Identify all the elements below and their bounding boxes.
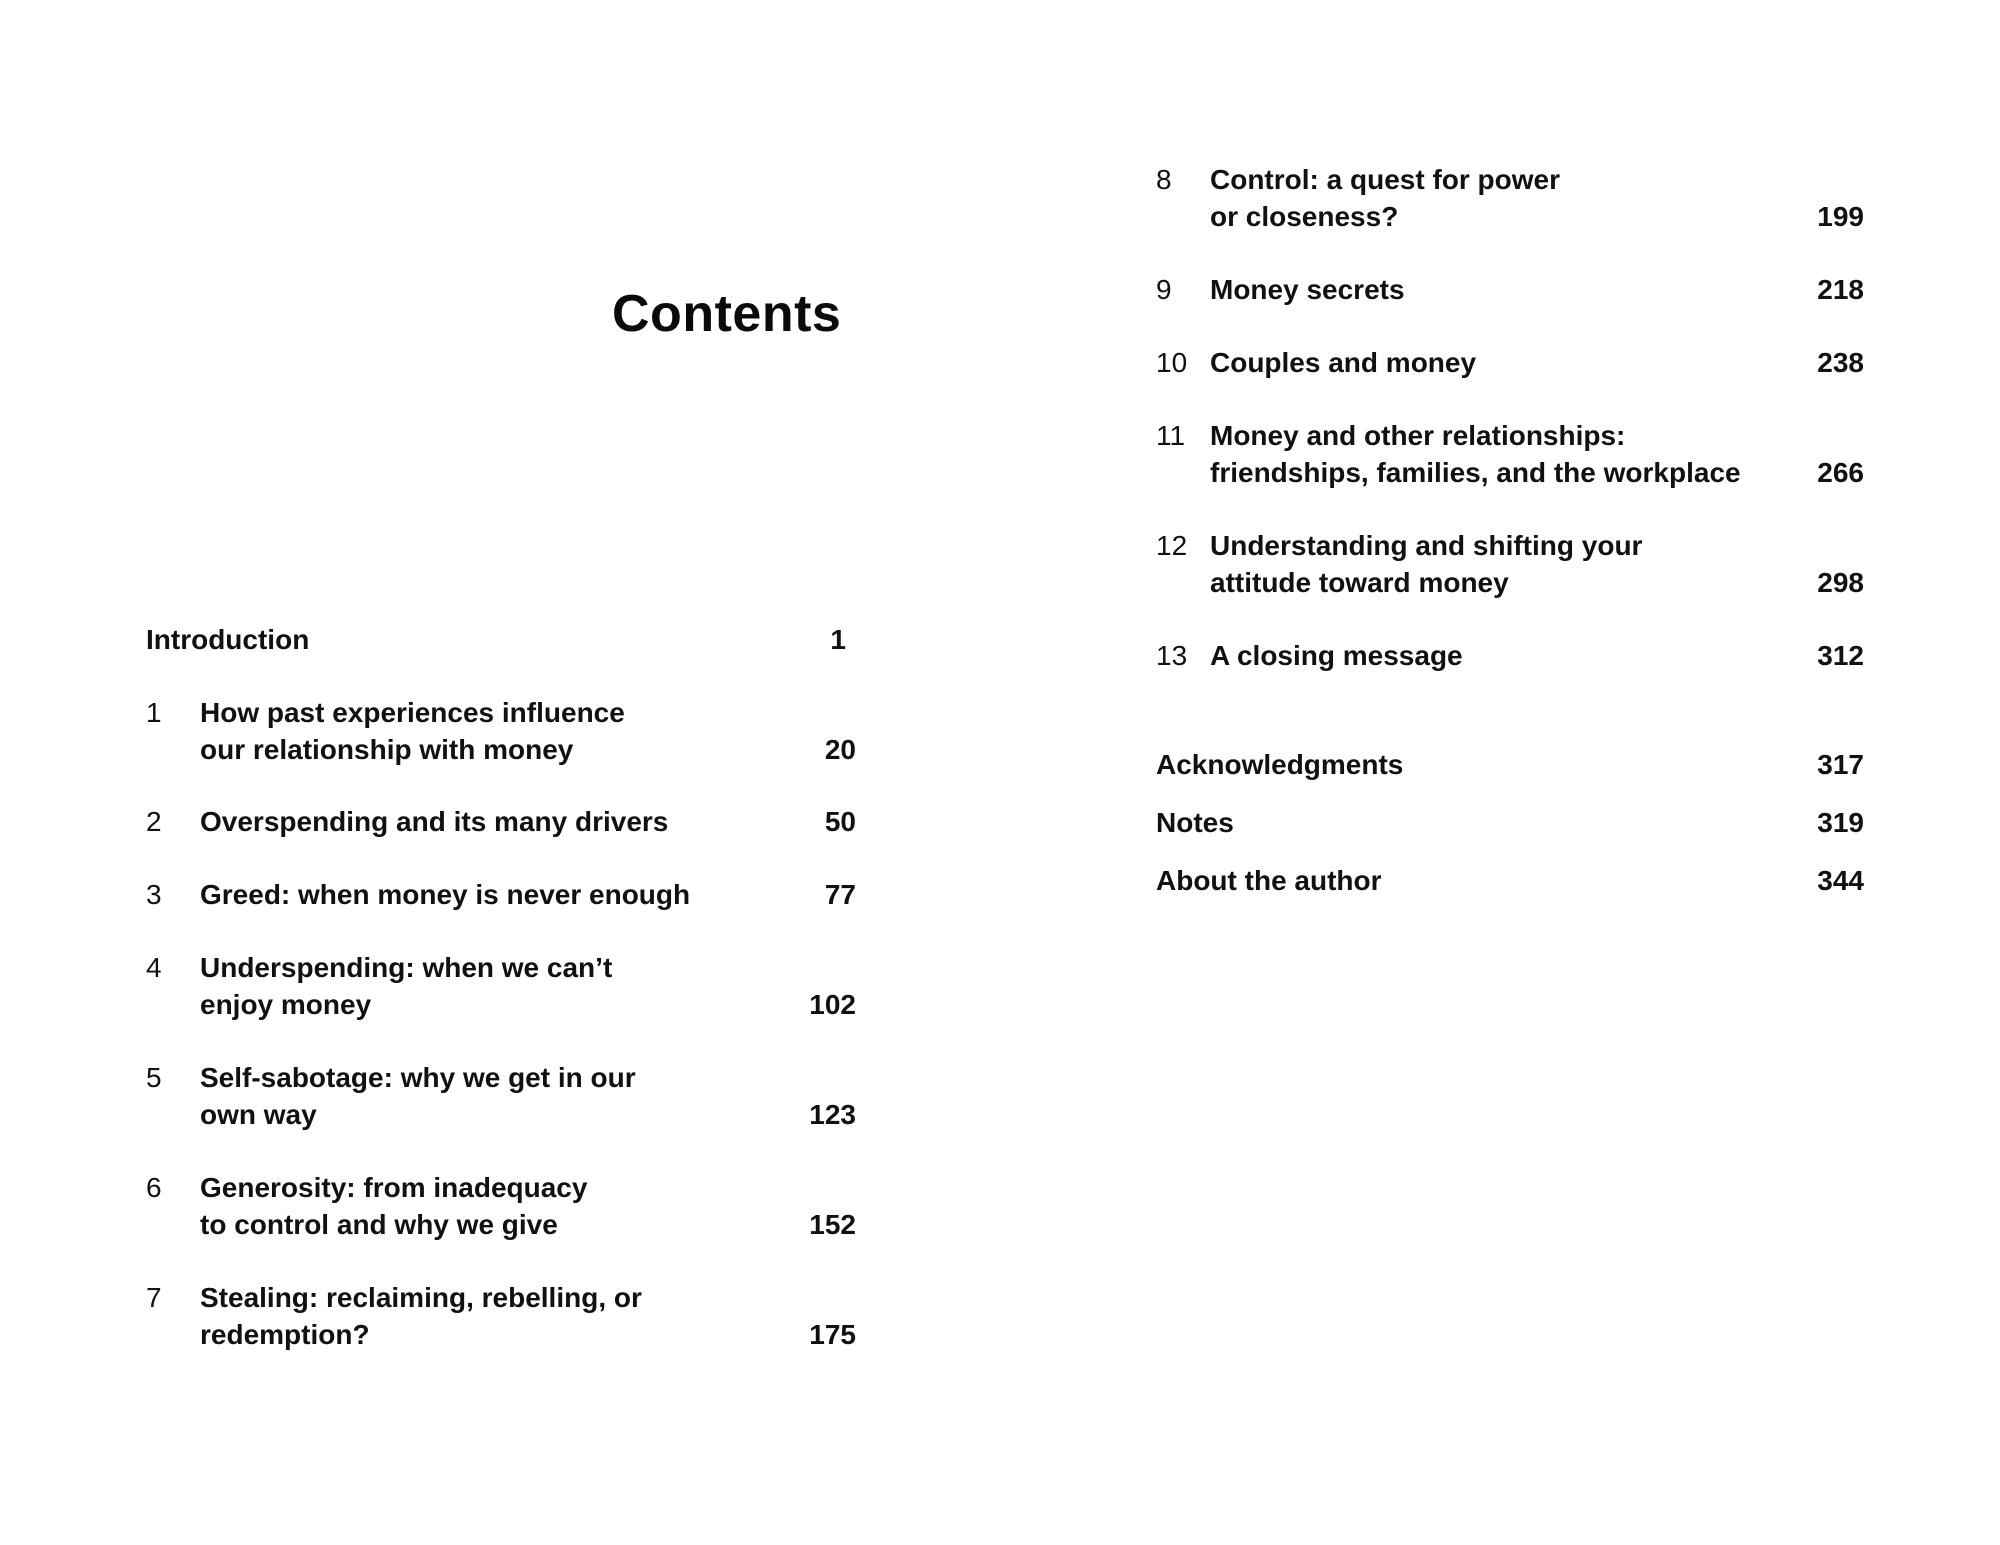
chapter-number: 9 bbox=[1156, 274, 1172, 305]
toc-entry-page: 1 bbox=[830, 624, 846, 655]
chapter-title-line: Money secrets bbox=[1210, 274, 1405, 305]
chapter-title bbox=[1210, 271, 1405, 308]
chapter-title bbox=[200, 949, 612, 1023]
toc-entry-chapter-1[interactable] bbox=[146, 694, 856, 768]
chapter-title-line: friendships, families, and the workplace bbox=[1210, 457, 1741, 488]
chapter-title-line: Stealing: reclaiming, rebelling, or bbox=[200, 1282, 642, 1313]
chapter-title-line: redemption? bbox=[200, 1319, 370, 1350]
toc-entry-chapter-11[interactable] bbox=[1156, 417, 1864, 491]
chapter-title-line: attitude toward money bbox=[1210, 567, 1509, 598]
toc-entry-chapter-10[interactable] bbox=[1156, 344, 1864, 381]
chapter-number: 3 bbox=[146, 879, 162, 910]
toc-entry-label: Introduction bbox=[146, 624, 310, 655]
chapter-title-line: or closeness? bbox=[1210, 201, 1399, 232]
toc-entry-about-the-author[interactable] bbox=[1156, 862, 1864, 899]
chapter-title bbox=[1210, 344, 1476, 381]
chapter-number: 12 bbox=[1156, 530, 1188, 561]
toc-entry-chapter-8[interactable] bbox=[1156, 161, 1864, 235]
chapter-number: 2 bbox=[146, 806, 162, 837]
toc-entry-page: 344 bbox=[1817, 865, 1864, 896]
toc-entry-chapter-3[interactable] bbox=[146, 876, 856, 913]
chapter-title-line: Self-sabotage: why we get in our bbox=[200, 1062, 636, 1093]
chapter-number: 13 bbox=[1156, 640, 1188, 671]
toc-entry-page: 238 bbox=[1817, 347, 1864, 378]
toc-entry-page: 312 bbox=[1817, 640, 1864, 671]
toc-entry-page: 319 bbox=[1817, 807, 1864, 838]
toc-entry-chapter-9[interactable] bbox=[1156, 271, 1864, 308]
toc-entry-page: 199 bbox=[1817, 201, 1864, 232]
toc-entry-label: About the author bbox=[1156, 865, 1382, 896]
chapter-number: 10 bbox=[1156, 347, 1188, 378]
chapter-number: 1 bbox=[146, 697, 162, 728]
toc-entry-page: 298 bbox=[1817, 567, 1864, 598]
chapter-title-line: Control: a quest for power bbox=[1210, 164, 1560, 195]
chapter-title bbox=[200, 1059, 636, 1133]
chapter-title bbox=[1210, 417, 1741, 491]
chapter-title-line: Understanding and shifting your bbox=[1210, 530, 1643, 561]
chapter-title-line: Overspending and its many drivers bbox=[200, 806, 669, 837]
toc-entry-page: 317 bbox=[1817, 749, 1864, 780]
toc-entry-acknowledgments[interactable] bbox=[1156, 746, 1864, 783]
page-title: Contents bbox=[612, 285, 842, 343]
toc-entry-page: 123 bbox=[809, 1099, 856, 1130]
toc-entry-chapter-12[interactable] bbox=[1156, 527, 1864, 601]
toc-entry-chapter-6[interactable] bbox=[146, 1169, 856, 1243]
chapter-title bbox=[200, 876, 690, 913]
chapter-number: 11 bbox=[1156, 420, 1186, 451]
chapter-number: 5 bbox=[146, 1062, 162, 1093]
toc-entry-chapter-5[interactable] bbox=[146, 1059, 856, 1133]
toc-entry-page: 152 bbox=[809, 1209, 856, 1240]
chapter-title-line: How past experiences influence bbox=[200, 697, 625, 728]
chapter-number: 8 bbox=[1156, 164, 1172, 195]
chapter-title-line: own way bbox=[200, 1099, 317, 1130]
chapter-title-line: A closing message bbox=[1210, 640, 1463, 671]
chapter-title bbox=[1210, 527, 1642, 601]
toc-entry-chapter-7[interactable] bbox=[146, 1279, 856, 1353]
toc-entry-chapter-13[interactable] bbox=[1156, 637, 1864, 674]
chapter-title bbox=[200, 694, 625, 768]
chapter-title-line: Underspending: when we can’t bbox=[200, 952, 613, 983]
toc-entry-introduction[interactable] bbox=[146, 621, 856, 658]
chapter-title-line: Couples and money bbox=[1210, 347, 1477, 378]
toc-entry-label: Notes bbox=[1156, 807, 1234, 838]
chapter-title bbox=[200, 1169, 587, 1243]
chapter-title-line: our relationship with money bbox=[200, 734, 574, 765]
chapter-title bbox=[200, 1279, 642, 1353]
toc-entry-notes[interactable] bbox=[1156, 804, 1864, 841]
toc-entry-page: 102 bbox=[809, 989, 856, 1020]
toc-entry-page: 266 bbox=[1817, 457, 1864, 488]
toc-entry-label: Acknowledgments bbox=[1156, 749, 1404, 780]
toc-entry-page: 20 bbox=[824, 734, 856, 765]
toc-entry-page: 218 bbox=[1817, 274, 1864, 305]
chapter-title-line: Money and other relationships: bbox=[1210, 420, 1626, 451]
chapter-number: 6 bbox=[146, 1172, 162, 1203]
toc-entry-chapter-4[interactable] bbox=[146, 949, 856, 1023]
chapter-title bbox=[1210, 161, 1560, 235]
toc-entry-page: 50 bbox=[824, 806, 856, 837]
chapter-title-line: enjoy money bbox=[200, 989, 372, 1020]
chapter-title-line: Generosity: from inadequacy bbox=[200, 1172, 588, 1203]
chapter-title-line: Greed: when money is never enough bbox=[200, 879, 691, 910]
toc-entry-page: 175 bbox=[809, 1319, 856, 1350]
toc-entry-page: 77 bbox=[824, 879, 856, 910]
chapter-title bbox=[1210, 637, 1463, 674]
chapter-title bbox=[200, 803, 668, 840]
toc-entry-chapter-2[interactable] bbox=[146, 803, 856, 840]
chapter-title-line: to control and why we give bbox=[200, 1209, 558, 1240]
chapter-number: 7 bbox=[146, 1282, 162, 1313]
chapter-number: 4 bbox=[146, 952, 162, 983]
